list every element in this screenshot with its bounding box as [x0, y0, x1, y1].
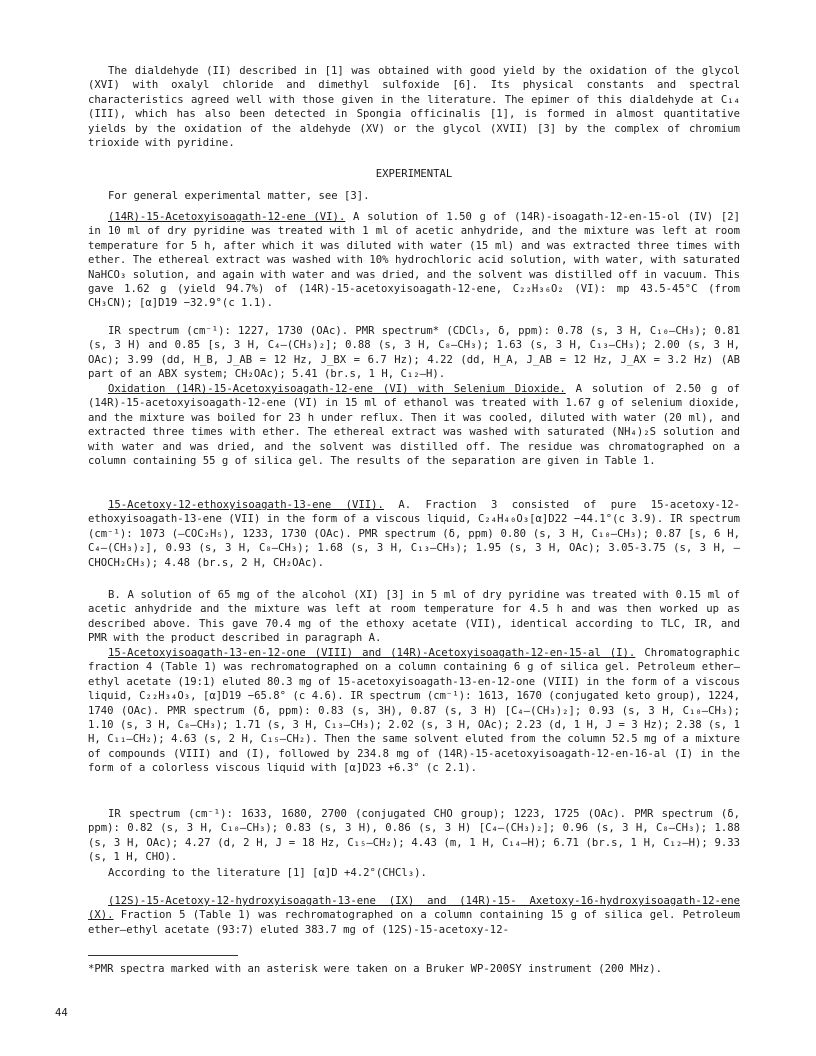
- compound-ix-heading: (12S)-15-Acetoxy-12-hydroxyisoagath-13-ene (IX) and (14R)-15- Axetoxy-16-hydroxyisoagath-12-ene (X).: [88, 895, 740, 922]
- general-paragraph: For general experimental matter, see [3].: [108, 190, 370, 202]
- section-title: EXPERIMENTAL: [375, 168, 453, 180]
- oxidation-paragraph: Oxidation (14R)-15-Acetoxyisoagath-12-ene (VI) with Selenium Dioxide. A solution of 2.50 g of (14R)-15-acetoxyisoagath-12-ene (VI) in 15 ml of ethanol was treated with 1.67 g of selenium dioxide, and the mixture was boiled for 23 h under reflux. Then it was cooled, diluted with water (20 ml), and extracted three times with ether. The ethereal extract was washed with saturated (NH₄)₂S solution and with water and was dried, and the solvent was distilled off. The residue was chromatographed on a column containing 55 g of silica gel. The results of the separation are given in Table 1.: [88, 383, 740, 468]
- method-b-paragraph: B. A solution of 65 mg of the alcohol (XI) [3] in 5 ml of dry pyridine was treated with 0.15 ml of acetic anhydride and the mixture was left at room temperature for 4.5 h and was then worked up as described above. This gave 70.4 mg of the ethoxy acetate (VII), identical according to TLC, IR, and PMR with the product described in paragraph A.: [88, 589, 740, 645]
- compound-vi-heading: (14R)-15-Acetoxyisoagath-12-ene (VI).: [108, 211, 346, 223]
- compound-i-spectra: IR spectrum (cm⁻¹): 1633, 1680, 2700 (conjugated CHO group); 1223, 1725 (OAc). PMR spectrum (δ, ppm): 0.82 (s, 3 H, C₁₀–CH₃); 0.83 (s, 3 H), 0.86 (s, 3 H) [C₄–(CH₃)₂]; 0.96 (s, 3 H, C₈–CH₃); 1.88 (s, 3 H, OAc); 4.27 (d, 2 H, J = 18 Hz, C₁₅–CH₂); 4.43 (m, 1 H, C₁₄–H); 6.71 (br.s, 1 H, C₁₂–H); 9.33 (s, 1 H, CHO).: [88, 808, 740, 864]
- oxidation-heading: Oxidation (14R)-15-Acetoxyisoagath-12-ene (VI) with Selenium Dioxide.: [108, 383, 566, 395]
- page-number: 44: [55, 1007, 68, 1019]
- footnote: *PMR spectra marked with an asterisk were taken on a Bruker WP-200SY instrument (200 MHz).: [88, 963, 663, 975]
- footnote-rule: [88, 955, 238, 956]
- compound-viii-paragraph: 15-Acetoxyisoagath-13-en-12-one (VIII) and (14R)-Acetoxyisoagath-12-en-15-al (I). Chromatographic fraction 4 (Table 1) was rechromatographed on a column containing 6 g of silica gel. Petroleum ether–ethyl acetate (19:1) eluted 80.3 mg of 15-acetoxyisoagath-13-en-12-one (VIII) in the form of a viscous liquid, C₂₂H₃₄O₃, [α]D19 −65.8° (c 4.6). IR spectrum (cm⁻¹): 1613, 1670 (conjugated keto group), 1224, 1740 (OAc). PMR spectrum (δ, ppm): 0.83 (s, 3H), 0.87 (s, 3 H) [C₄–(CH₃)₂]; 0.93 (s, 3 H, C₁₀–CH₃); 1.10 (s, 3 H, C₈–CH₃); 1.71 (s, 3 H, C₁₃–CH₃); 2.02 (s, 3 H, OAc); 2.23 (d, 1 H, J = 3 Hz); 2.38 (s, 1 H, C₁₁–CH₂); 4.63 (s, 2 H, C₁₅–CH₂). Then the same solvent eluted from the column 52.5 mg of a mixture of compounds (VIII) and (I), followed by 234.8 mg of (14R)-15-acetoxyisoagath-12-en-16-al (I) in the form of a colorless viscous liquid with [α]D23 +6.3° (c 2.1).: [88, 647, 740, 775]
- compound-vii-paragraph: 15-Acetoxy-12-ethoxyisoagath-13-ene (VII). A. Fraction 3 consisted of pure 15-acetoxy-12-ethoxyisoagath-13-ene (VII) in the form of a viscous liquid, C₂₄H₄₀O₃[α]D22 −44.1°(c 3.9). IR spectrum (cm⁻¹): 1073 (–COC₂H₅), 1233, 1730 (OAc). PMR spectrum (δ, ppm) 0.80 (s, 3 H, C₁₀–CH₃); 0.87 [s, 6 H, C₄–(CH₃)₂], 0.93 (s, 3 H, C₈–CH₃); 1.68 (s, 3 H, C₁₃–CH₃); 1.95 (s, 3 H, OAc); 3.05-3.75 (s, 3 H, –CHOCH₂CH₃); 4.48 (br.s, 2 H, CH₂OAc).: [88, 499, 741, 569]
- compound-ix-paragraph: (12S)-15-Acetoxy-12-hydroxyisoagath-13-ene (IX) and (14R)-15- Axetoxy-16-hydroxyisoagath-12-ene (X). Fraction 5 (Table 1) was rechromatographed on a column containing 15 g of silica gel. Petroleum ether–ethyl acetate (93:7) eluted 383.7 mg of (12S)-15-acetoxy-12-: [88, 895, 740, 936]
- compound-vi-paragraph: (14R)-15-Acetoxyisoagath-12-ene (VI). A solution of 1.50 g of (14R)-isoagath-12-en-15-ol (IV) [2] in 10 ml of dry pyridine was treated with 1 ml of acetic anhydride, and the mixture was left at room temperature for 5 h, after which it was diluted with water (15 ml) and was extracted three times with ether. The ethereal extract was washed with 10% hydrochloric acid solution, with water, with saturated NaHCO₃ solution, and again with water and was dried, and the solvent was distilled off in vacuum. This gave 1.62 g (yield 94.7%) of (14R)-15-acetoxyisoagath-12-ene, C₂₂H₃₆O₂ (VI): mp 43.5-45°C (from CH₃CN); [α]D19 −32.9°(c 1.1).: [88, 211, 740, 310]
- intro-paragraph: The dialdehyde (II) described in [1] was obtained with good yield by the oxidation of the glycol (XVI) with oxalyl chloride and dimethyl sulfoxide [6]. Its physical constants and spectral characteristics agreed well with those given in the literature. The epimer of this dialdehyde at C₁₄ (III), which has also been detected in Spongia officinalis [1], is formed in almost quantitative yields by the oxidation of the aldehyde (XV) or the glycol (XVII) [3] by the complex of chromium trioxide with pyridine.: [88, 65, 740, 150]
- compound-vi-spectra: IR spectrum (cm⁻¹): 1227, 1730 (OAc). PMR spectrum* (CDCl₃, δ, ppm): 0.78 (s, 3 H, C₁₀–CH₃); 0.81 (s, 3 H) and 0.85 [s, 3 H, C₄–(CH₃)₂]; 0.88 (s, 3 H, C₈–CH₃); 1.63 (s, 3 H, C₁₃–CH₃); 2.00 (s, 3 H, OAc); 3.99 (dd, H_B, J_AB = 12 Hz, J_BX = 6.7 Hz); 4.22 (dd, H_A, J_AB = 12 Hz, J_AX = 3.2 Hz) (AB part of an ABX system; CH₂OAc); 5.41 (br.s, 1 H, C₁₂–H).: [88, 325, 740, 381]
- compound-viii-heading: 15-Acetoxyisoagath-13-en-12-one (VIII) and (14R)-Acetoxyisoagath-12-en-15-al (I).: [108, 647, 636, 659]
- literature-paragraph: According to the literature [1] [α]D +4.2°(CHCl₃).: [108, 867, 427, 879]
- compound-vii-heading: 15-Acetoxy-12-ethoxyisoagath-13-ene (VII).: [108, 499, 384, 511]
